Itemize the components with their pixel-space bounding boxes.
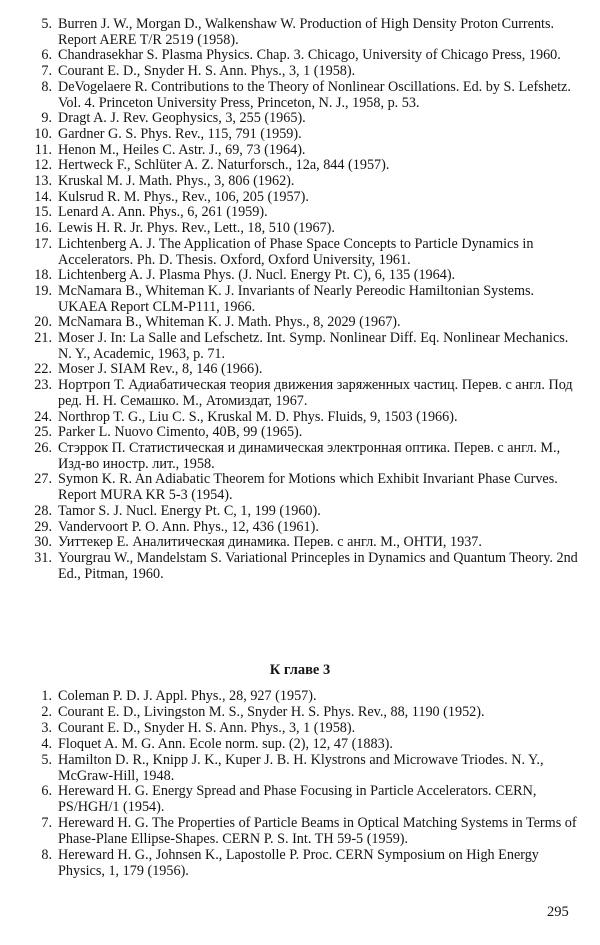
reference-number: 29. bbox=[34, 518, 52, 535]
reference-item bbox=[0, 143, 600, 159]
reference-item bbox=[0, 784, 600, 816]
reference-number: 7. bbox=[41, 815, 52, 832]
reference-number: 3. bbox=[41, 719, 52, 736]
reference-text: Vandervoort P. O. Ann. Phys., 12, 436 (1961). bbox=[58, 518, 319, 535]
reference-number: 17. bbox=[34, 235, 52, 252]
reference-number: 1. bbox=[41, 688, 52, 704]
reference-number: 18. bbox=[34, 267, 52, 284]
reference-number: 23. bbox=[34, 377, 52, 394]
reference-text: Parker L. Nuovo Cimento, 40B, 99 (1965). bbox=[58, 424, 303, 441]
page-number: 295 bbox=[547, 904, 569, 920]
reference-number: 16. bbox=[34, 220, 52, 237]
reference-number: 2. bbox=[41, 703, 52, 720]
reference-number: 7. bbox=[41, 63, 52, 80]
reference-number: 24. bbox=[34, 408, 52, 425]
reference-number: 26. bbox=[34, 439, 52, 456]
reference-item bbox=[0, 331, 600, 362]
reference-item bbox=[0, 315, 600, 331]
reference-item bbox=[0, 17, 600, 48]
reference-item bbox=[0, 205, 600, 221]
reference-number: 22. bbox=[34, 361, 52, 378]
reference-item bbox=[0, 441, 600, 472]
reference-number: 27. bbox=[34, 471, 52, 488]
reference-item bbox=[0, 378, 600, 409]
reference-number: 11. bbox=[34, 141, 52, 158]
reference-item bbox=[0, 48, 600, 64]
reference-text: Northrop T. G., Liu C. S., Kruskal M. D. Phys. Fluids, 9, 1503 (1966). bbox=[58, 408, 458, 425]
reference-number: 8. bbox=[41, 847, 52, 864]
reference-item bbox=[0, 737, 600, 753]
reference-text: Kruskal M. J. Math. Phys., 3, 806 (1962). bbox=[58, 173, 295, 190]
reference-item bbox=[0, 721, 600, 737]
reference-text: Chandrasekhar S. Plasma Physics. Chap. 3. Chicago, University of Chicago Press, 1960. bbox=[58, 47, 561, 64]
reference-text: DeVogelaere R. Contributions to the Theory of Nonlinear Oscillations. Ed. by S. Lefshetz. Vol. 4. Princeton University Press, Princeton, N. J., 1958, p. 53. bbox=[58, 78, 571, 111]
reference-number: 12. bbox=[34, 157, 52, 174]
reference-number: 19. bbox=[34, 282, 52, 299]
reference-text: Tamor S. J. Nucl. Energy Pt. C, 1, 199 (1960). bbox=[58, 502, 321, 519]
reference-text: Dragt A. J. Rev. Geophysics, 3, 255 (1965). bbox=[58, 110, 306, 127]
reference-item bbox=[0, 80, 600, 111]
reference-item bbox=[0, 284, 600, 315]
reference-text: McNamara B., Whiteman K. J. Invariants of Nearly Pereodic Hamiltonian Systems. UKAEA Report CLM-P111, 1966. bbox=[58, 282, 535, 315]
chapter-1-reference-list bbox=[0, 17, 600, 582]
reference-text: Kulsrud R. M. Phys., Rev., 106, 205 (1957). bbox=[58, 188, 309, 205]
reference-number: 31. bbox=[34, 549, 52, 566]
reference-item bbox=[0, 520, 600, 536]
reference-item bbox=[0, 190, 600, 206]
reference-text: Courant E. D., Livingston M. S., Snyder H. S. Phys. Rev., 88, 1190 (1952). bbox=[58, 703, 485, 720]
reference-number: 5. bbox=[41, 751, 52, 768]
reference-number: 25. bbox=[34, 424, 52, 441]
reference-number: 4. bbox=[41, 735, 52, 752]
reference-item bbox=[0, 753, 600, 785]
reference-text: Hertweck F., Schlüter A. Z. Naturforsch., 12a, 844 (1957). bbox=[58, 157, 390, 174]
reference-item bbox=[0, 472, 600, 503]
reference-number: 30. bbox=[34, 534, 52, 551]
reference-item bbox=[0, 504, 600, 520]
reference-item bbox=[0, 174, 600, 190]
reference-item bbox=[0, 816, 600, 848]
reference-text: Coleman P. D. J. Appl. Phys., 28, 927 (1957). bbox=[58, 688, 317, 704]
reference-item bbox=[0, 535, 600, 551]
reference-text: Lenard A. Ann. Phys., 6, 261 (1959). bbox=[58, 204, 268, 221]
reference-text: Henon M., Heiles C. Astr. J., 69, 73 (1964). bbox=[58, 141, 306, 158]
reference-item bbox=[0, 221, 600, 237]
reference-text: Yourgrau W., Mandelstam S. Variational Princeples in Dynamics and Quantum Theory. 2nd Ed., Pitman, 1960. bbox=[58, 549, 578, 582]
reference-item bbox=[0, 425, 600, 441]
reference-item bbox=[0, 689, 600, 705]
reference-number: 6. bbox=[41, 783, 52, 800]
reference-number: 6. bbox=[41, 47, 52, 64]
reference-text: Уиттекер Е. Аналитическая динамика. Перев. с англ. М., ОНТИ, 1937. bbox=[58, 534, 482, 551]
reference-item bbox=[0, 268, 600, 284]
reference-text: Стэррок П. Статистическая и динамическая электронная оптика. Перев. с англ. М., Изд-во иностр. лит., 1958. bbox=[58, 439, 561, 472]
reference-text: Burren J. W., Morgan D., Walkenshaw W. Production of High Density Proton Currents. Report AERE T/R 2519 (1958). bbox=[58, 16, 555, 48]
reference-item bbox=[0, 158, 600, 174]
reference-number: 15. bbox=[34, 204, 52, 221]
reference-number: 5. bbox=[41, 16, 52, 32]
reference-text: Courant E. D., Snyder H. S. Ann. Phys., 3, 1 (1958). bbox=[58, 719, 356, 736]
reference-number: 9. bbox=[41, 110, 52, 127]
reference-item bbox=[0, 705, 600, 721]
reference-text: McNamara B., Whiteman K. J. Math. Phys., 8, 2029 (1967). bbox=[58, 314, 401, 331]
reference-text: Moser J. In: La Salle and Lefschetz. Int. Symp. Nonlinear Diff. Eq. Nonlinear Mechanics. N. Y., Academic, 1963, p. 71. bbox=[58, 330, 569, 362]
reference-item bbox=[0, 362, 600, 378]
reference-number: 10. bbox=[34, 125, 52, 142]
reference-text: Lichtenberg A. J. Plasma Phys. (J. Nucl. Energy Pt. C), 6, 135 (1964). bbox=[58, 267, 456, 284]
reference-number: 8. bbox=[41, 78, 52, 95]
reference-text: Floquet A. M. G. Ann. Ecole norm. sup. (2), 12, 47 (1883). bbox=[58, 735, 393, 752]
reference-text: Hamilton D. R., Knipp J. K., Kuper J. B. H. Klystrons and Microwave Triodes. N. Y., McGraw-Hill, 1948. bbox=[58, 751, 544, 784]
reference-item bbox=[0, 410, 600, 426]
reference-item bbox=[0, 237, 600, 268]
reference-text: Hereward H. G. Energy Spread and Phase Focusing in Particle Accelerators. CERN, PS/HGH/1 (1954). bbox=[58, 783, 537, 816]
reference-text: Нортроп Т. Адиабатическая теория движения заряженных частиц. Перев. с англ. Под ред. Н. Н. Семашко. М., Атомиздат, 1967. bbox=[58, 377, 573, 409]
reference-number: 14. bbox=[34, 188, 52, 205]
chapter-3-reference-list bbox=[0, 689, 600, 880]
reference-text: Symon K. R. An Adiabatic Theorem for Motions which Exhibit Invariant Phase Curves. Report MURA KR 5-3 (1954). bbox=[58, 471, 558, 504]
reference-number: 21. bbox=[34, 330, 52, 347]
reference-item bbox=[0, 64, 600, 80]
reference-item bbox=[0, 551, 600, 582]
reference-number: 28. bbox=[34, 502, 52, 519]
reference-text: Hereward H. G. The Properties of Particle Beams in Optical Matching Systems in Terms of Phase-Plane Ellipse-Shapes. CERN P. S. Int. TH 59-5 (1959). bbox=[58, 815, 577, 848]
reference-text: Moser J. SIAM Rev., 8, 146 (1966). bbox=[58, 361, 263, 378]
reference-text: Lewis H. R. Jr. Phys. Rev., Lett., 18, 510 (1967). bbox=[58, 220, 335, 237]
reference-item bbox=[0, 848, 600, 880]
reference-number: 13. bbox=[34, 173, 52, 190]
chapter-3-heading: К главе 3 bbox=[269, 662, 331, 678]
reference-number: 20. bbox=[34, 314, 52, 331]
reference-text: Lichtenberg A. J. The Application of Phase Space Concepts to Particle Dynamics in Accelerators. Ph. D. Thesis. Oxford, Oxford University, 1961. bbox=[58, 235, 534, 268]
reference-item bbox=[0, 111, 600, 127]
reference-text: Hereward H. G., Johnsen K., Lapostolle P. Proc. CERN Symposium on High Energy Physics, 1, 179 (1956). bbox=[58, 847, 539, 879]
reference-item bbox=[0, 127, 600, 143]
reference-text: Gardner G. S. Phys. Rev., 115, 791 (1959). bbox=[58, 125, 302, 142]
reference-text: Courant E. D., Snyder H. S. Ann. Phys., 3, 1 (1958). bbox=[58, 63, 356, 80]
